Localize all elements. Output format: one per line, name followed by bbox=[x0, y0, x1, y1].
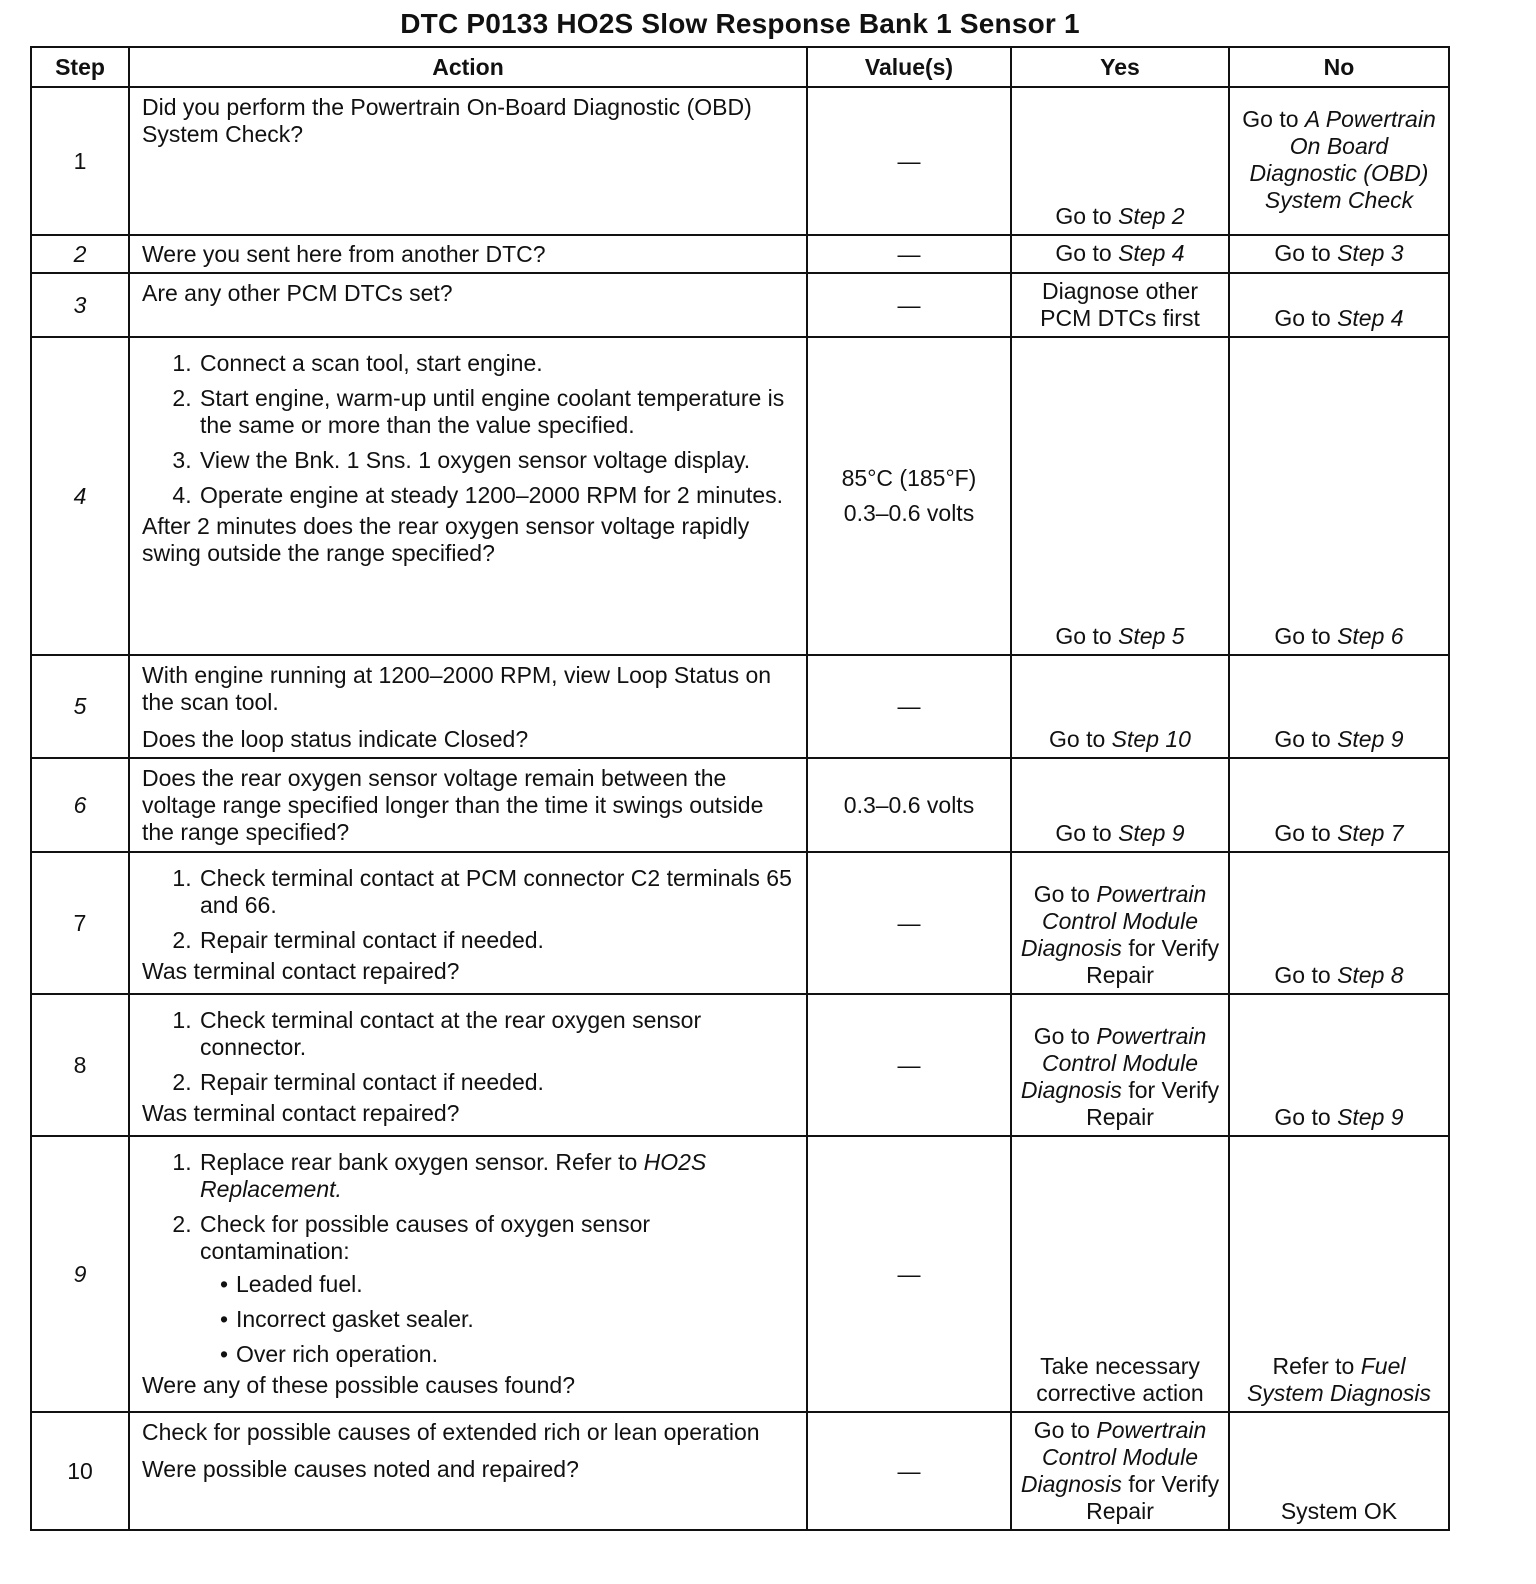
value-voltage: 0.3–0.6 volts bbox=[843, 500, 975, 526]
action-cell bbox=[129, 994, 807, 1136]
value-cell: — bbox=[807, 852, 1011, 994]
item-text: Replace rear bank oxygen sensor. Refer to bbox=[200, 1149, 638, 1175]
header-yes: Yes bbox=[1011, 47, 1229, 87]
yes-link[interactable]: Powertrain Control Module Diagnosis bbox=[1020, 1417, 1207, 1497]
item-link[interactable]: HO2S Replacement. bbox=[200, 1149, 707, 1202]
yes-cell bbox=[1011, 87, 1229, 235]
bullet-item: • Incorrect gasket sealer. bbox=[222, 1306, 796, 1333]
action-cell bbox=[129, 87, 807, 235]
no-link[interactable]: Step 7 bbox=[1337, 820, 1404, 846]
no-cell bbox=[1229, 235, 1449, 273]
no-cell bbox=[1229, 994, 1449, 1136]
yes-link[interactable]: Step 5 bbox=[1118, 623, 1185, 649]
table-row-step-8 bbox=[31, 994, 1449, 1136]
action-cell bbox=[129, 852, 807, 994]
yes-text: Diagnose other PCM DTCs first bbox=[1040, 278, 1200, 331]
action-cell bbox=[129, 1136, 807, 1412]
action-text: Were you sent here from another DTC? bbox=[142, 240, 546, 267]
step-number: 8 bbox=[31, 994, 129, 1136]
yes-cell bbox=[1011, 1136, 1229, 1412]
no-prefix: Go to bbox=[1242, 106, 1299, 132]
no-cell bbox=[1229, 337, 1449, 655]
yes-prefix: Go to bbox=[1033, 1023, 1090, 1049]
list-item: 3. View the Bnk. 1 Sns. 1 oxygen sensor voltage display. bbox=[198, 447, 796, 474]
list-item: 2. Start engine, warm-up until engine coolant temperature is the same or more than the value specified. bbox=[198, 385, 796, 439]
list-item: 1. Check terminal contact at the rear oxygen sensor connector. bbox=[198, 1007, 796, 1061]
value-cell: — bbox=[807, 235, 1011, 273]
yes-suffix: for Verify Repair bbox=[1086, 1077, 1220, 1130]
diagnostic-table bbox=[30, 46, 1450, 1531]
no-prefix: Go to bbox=[1274, 1104, 1331, 1130]
yes-prefix: Go to bbox=[1055, 203, 1112, 229]
table-row-step-4 bbox=[31, 337, 1449, 655]
action-text: With engine running at 1200–2000 RPM, view Loop Status on the scan tool. bbox=[142, 662, 772, 715]
value-cell: — bbox=[807, 655, 1011, 758]
value-cell: — bbox=[807, 994, 1011, 1136]
no-text: System OK bbox=[1280, 1498, 1398, 1524]
yes-text: Take necessary corrective action bbox=[1036, 1353, 1204, 1406]
action-text: Check for possible causes of extended rich or lean operation bbox=[142, 1419, 760, 1445]
action-cell bbox=[129, 1412, 807, 1530]
no-cell bbox=[1229, 1136, 1449, 1412]
value-temperature: 85°C (185°F) bbox=[841, 465, 977, 491]
action-list bbox=[142, 865, 796, 954]
yes-prefix: Go to bbox=[1033, 881, 1090, 907]
no-cell bbox=[1229, 758, 1449, 852]
yes-cell bbox=[1011, 994, 1229, 1136]
step-number: 4 bbox=[31, 337, 129, 655]
action-cell bbox=[129, 273, 807, 337]
yes-link[interactable]: Step 2 bbox=[1118, 203, 1185, 229]
page-title: DTC P0133 HO2S Slow Response Bank 1 Sensor 1 bbox=[400, 8, 1080, 39]
item-text: Check for possible causes of oxygen sensor contamination: bbox=[200, 1211, 651, 1264]
yes-prefix: Go to bbox=[1049, 726, 1106, 752]
yes-cell bbox=[1011, 852, 1229, 994]
no-prefix: Go to bbox=[1274, 962, 1331, 988]
no-cell bbox=[1229, 87, 1449, 235]
yes-prefix: Go to bbox=[1033, 1417, 1090, 1443]
yes-prefix: Go to bbox=[1055, 820, 1112, 846]
action-text: Are any other PCM DTCs set? bbox=[142, 280, 453, 306]
yes-prefix: Go to bbox=[1055, 623, 1112, 649]
table-row-step-10 bbox=[31, 1412, 1449, 1530]
list-item bbox=[198, 1149, 796, 1203]
yes-link[interactable]: Step 10 bbox=[1111, 726, 1191, 752]
no-link[interactable]: Step 8 bbox=[1337, 962, 1404, 988]
no-link[interactable]: Step 9 bbox=[1337, 1104, 1404, 1130]
list-item: 2. Repair terminal contact if needed. bbox=[198, 927, 796, 954]
action-list bbox=[142, 1007, 796, 1096]
yes-suffix: for Verify Repair bbox=[1086, 1471, 1220, 1524]
yes-cell bbox=[1011, 273, 1229, 337]
no-cell bbox=[1229, 273, 1449, 337]
yes-suffix: for Verify Repair bbox=[1086, 935, 1220, 988]
header-no: No bbox=[1229, 47, 1449, 87]
step-number: 6 bbox=[31, 758, 129, 852]
action-question: Was terminal contact repaired? bbox=[142, 1100, 460, 1126]
yes-cell bbox=[1011, 337, 1229, 655]
value-cell bbox=[807, 337, 1011, 655]
list-item bbox=[198, 1211, 796, 1368]
action-question: Does the loop status indicate Closed? bbox=[142, 726, 529, 752]
action-cell bbox=[129, 758, 807, 852]
header-row bbox=[31, 47, 1449, 87]
action-cell bbox=[129, 337, 807, 655]
action-text: Does the rear oxygen sensor voltage remain between the voltage range specified longer than the time it swings outside the range specified? bbox=[142, 765, 764, 845]
no-link[interactable]: Step 9 bbox=[1337, 726, 1404, 752]
step-number: 7 bbox=[31, 852, 129, 994]
value-cell: — bbox=[807, 1136, 1011, 1412]
no-cell bbox=[1229, 852, 1449, 994]
no-prefix: Go to bbox=[1274, 726, 1331, 752]
table-row-step-7 bbox=[31, 852, 1449, 994]
no-link[interactable]: A Powertrain On Board Diagnostic (OBD) System Check bbox=[1249, 106, 1436, 213]
list-item: 4. Operate engine at steady 1200–2000 RPM for 2 minutes. bbox=[198, 482, 796, 509]
list-item: 2. Repair terminal contact if needed. bbox=[198, 1069, 796, 1096]
table-row-step-3 bbox=[31, 273, 1449, 337]
step-number: 5 bbox=[31, 655, 129, 758]
no-prefix: Refer to bbox=[1272, 1353, 1355, 1379]
table-row-step-1 bbox=[31, 87, 1449, 235]
step-number: 1 bbox=[31, 87, 129, 235]
no-prefix: Go to bbox=[1274, 305, 1331, 331]
bullet-item: • Leaded fuel. bbox=[222, 1271, 796, 1298]
action-cell bbox=[129, 655, 807, 758]
bullet-list bbox=[200, 1271, 796, 1368]
header-step: Step bbox=[31, 47, 129, 87]
yes-link[interactable]: Step 9 bbox=[1118, 820, 1185, 846]
yes-cell bbox=[1011, 1412, 1229, 1530]
yes-link[interactable]: Powertrain Control Module Diagnosis bbox=[1020, 1023, 1207, 1103]
value-cell: — bbox=[807, 273, 1011, 337]
table-row-step-6 bbox=[31, 758, 1449, 852]
action-question: Were any of these possible causes found? bbox=[142, 1372, 576, 1398]
value-cell: 0.3–0.6 volts bbox=[807, 758, 1011, 852]
no-prefix: Go to bbox=[1274, 820, 1331, 846]
value-cell: — bbox=[807, 1412, 1011, 1530]
action-question: After 2 minutes does the rear oxygen sensor voltage rapidly swing outside the range specified? bbox=[142, 513, 750, 566]
yes-prefix: Go to bbox=[1055, 239, 1112, 266]
no-cell bbox=[1229, 655, 1449, 758]
action-cell bbox=[129, 235, 807, 273]
action-list bbox=[142, 1149, 796, 1368]
step-number: 3 bbox=[31, 273, 129, 337]
no-prefix: Go to bbox=[1274, 623, 1331, 649]
table-row-step-2 bbox=[31, 235, 1449, 273]
table-row-step-9 bbox=[31, 1136, 1449, 1412]
no-cell bbox=[1229, 1412, 1449, 1530]
value-cell: — bbox=[807, 87, 1011, 235]
no-prefix: Go to bbox=[1274, 239, 1331, 266]
no-link[interactable]: Step 4 bbox=[1337, 305, 1404, 331]
action-question: Were possible causes noted and repaired? bbox=[142, 1456, 579, 1482]
header-action: Action bbox=[129, 47, 807, 87]
yes-cell bbox=[1011, 655, 1229, 758]
list-item: 1. Connect a scan tool, start engine. bbox=[198, 350, 796, 377]
action-text: Did you perform the Powertrain On-Board Diagnostic (OBD) System Check? bbox=[142, 94, 752, 147]
yes-cell bbox=[1011, 758, 1229, 852]
no-link[interactable]: Fuel System Diagnosis bbox=[1246, 1353, 1432, 1406]
no-link[interactable]: Step 6 bbox=[1337, 623, 1404, 649]
action-list bbox=[142, 350, 796, 509]
step-number: 2 bbox=[31, 235, 129, 273]
step-number: 9 bbox=[31, 1136, 129, 1412]
yes-cell bbox=[1011, 235, 1229, 273]
yes-link[interactable]: Powertrain Control Module Diagnosis bbox=[1020, 881, 1207, 961]
table-row-step-5 bbox=[31, 655, 1449, 758]
header-values: Value(s) bbox=[807, 47, 1011, 87]
bullet-item: • Over rich operation. bbox=[222, 1341, 796, 1368]
step-number: 10 bbox=[31, 1412, 129, 1530]
no-link[interactable]: Step 3 bbox=[1337, 239, 1404, 266]
yes-link[interactable]: Step 4 bbox=[1118, 239, 1185, 266]
action-question: Was terminal contact repaired? bbox=[142, 958, 460, 984]
list-item: 1. Check terminal contact at PCM connector C2 terminals 65 and 66. bbox=[198, 865, 796, 919]
